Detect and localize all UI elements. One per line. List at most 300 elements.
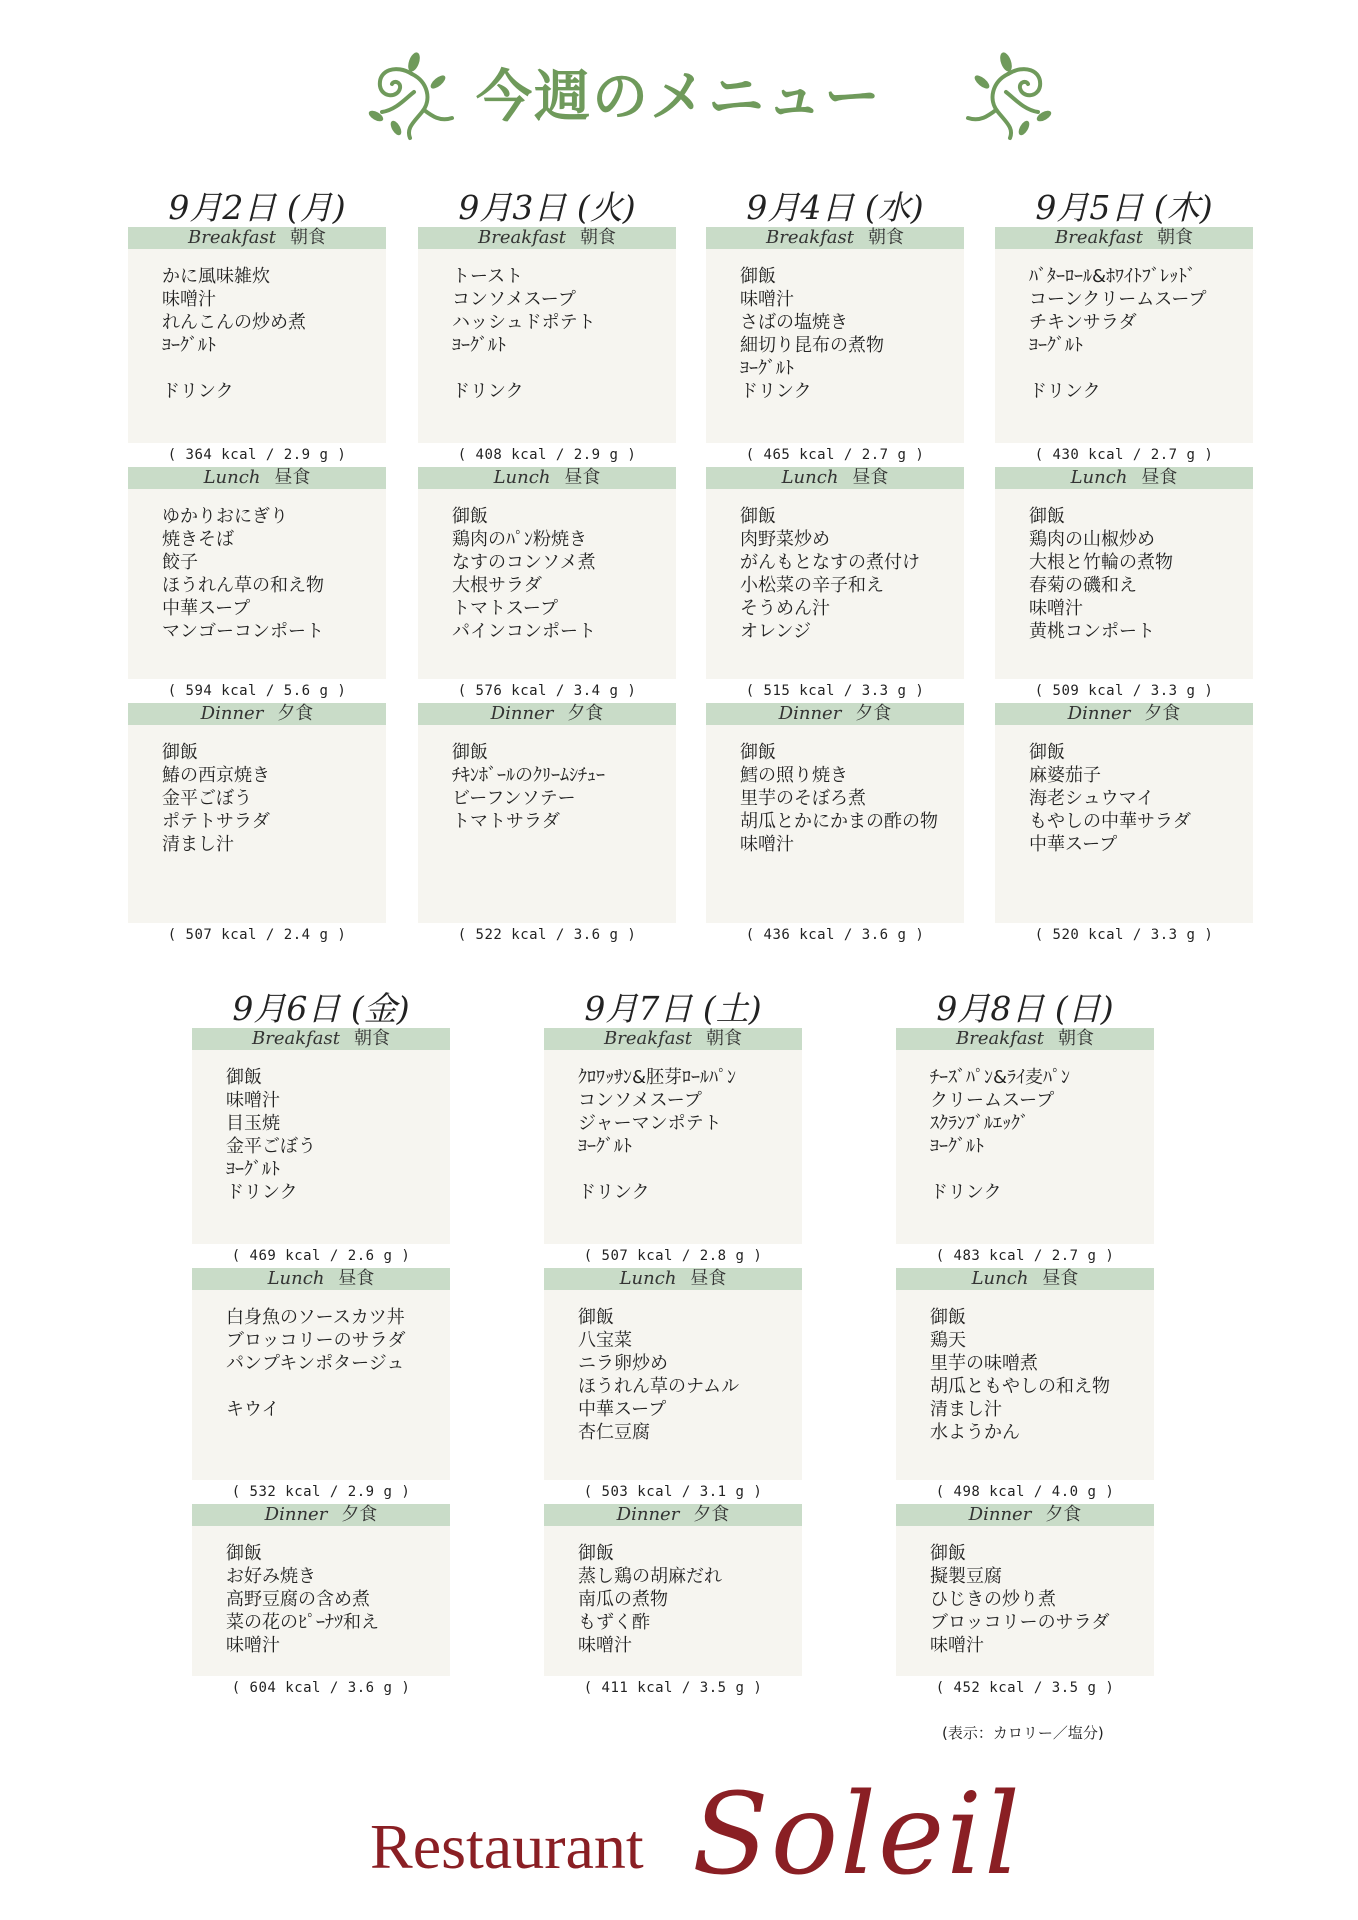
day-column [192, 986, 450, 1700]
salt-value: 2.7 [1150, 447, 1178, 463]
kcal-value: 509 [1052, 683, 1080, 699]
menu-item-list [578, 1066, 802, 1204]
menu-item: ﾁｰｽﾞﾊﾟﾝ&ﾗｲ麦ﾊﾟﾝ [930, 1067, 1071, 1088]
menu-item-list [1029, 505, 1253, 643]
menu-item: 餃子 [162, 552, 198, 573]
menu-item: 味噌汁 [578, 1635, 632, 1656]
vine-flourish-icon [366, 52, 458, 142]
nutrition-info: ( 509 kcal / 3.3 g ) [995, 679, 1253, 703]
menu-item-list [740, 741, 964, 856]
meal-name-en: Breakfast [1055, 227, 1143, 248]
menu-item: 御飯 [1029, 742, 1065, 763]
menu-item: ドリンク [162, 381, 234, 402]
menu-item: コーンクリームスープ [1029, 289, 1207, 310]
meal-section-dinner [995, 703, 1253, 947]
menu-item: ドリンク [740, 381, 812, 402]
kcal-value: 604 [249, 1680, 277, 1696]
meal-items-panel [706, 249, 964, 443]
meal-header [544, 1268, 802, 1290]
menu-item: 味噌汁 [162, 289, 216, 310]
salt-value: 3.5 [699, 1680, 727, 1696]
kcal-value: 522 [475, 927, 503, 943]
meal-section-breakfast [706, 227, 964, 467]
menu-item: 御飯 [452, 506, 488, 527]
menu-item: ジャーマンポテト [578, 1113, 722, 1134]
meal-header [128, 467, 386, 489]
meal-section-breakfast [995, 227, 1253, 467]
menu-item: 鱈の照り焼き [740, 765, 848, 786]
meal-name-jp: 夕食 [1144, 703, 1181, 724]
meal-name-jp: 昼食 [564, 467, 601, 488]
meal-items-panel [544, 1050, 802, 1244]
meal-section-lunch [418, 467, 676, 703]
menu-item: ﾊﾞﾀｰﾛｰﾙ&ﾎﾜｲﾄﾌﾞﾚｯﾄﾞ [1029, 266, 1197, 287]
nutrition-info: ( 520 kcal / 3.3 g ) [995, 923, 1253, 947]
kcal-value: 411 [601, 1680, 629, 1696]
menu-item: 金平ごぼう [226, 1136, 316, 1157]
meal-name-jp: 夕食 [277, 703, 314, 724]
menu-item: ﾖｰｸﾞﾙﾄ [452, 335, 506, 356]
menu-item-list [740, 265, 964, 403]
kcal-value: 452 [953, 1680, 981, 1696]
meal-name-en: Breakfast [766, 227, 854, 248]
menu-item: そうめん汁 [740, 598, 830, 619]
meal-name-en: Breakfast [188, 227, 276, 248]
menu-item: キウイ [226, 1399, 280, 1420]
menu-item-list [162, 265, 386, 403]
menu-item: ﾁｷﾝﾎﾞｰﾙのｸﾘｰﾑｼﾁｭｰ [452, 765, 605, 786]
menu-item-list [740, 505, 964, 643]
meal-items-panel [896, 1526, 1154, 1676]
nutrition-info: ( 465 kcal / 2.7 g ) [706, 443, 964, 467]
meal-section-lunch [896, 1268, 1154, 1504]
meal-name-en: Lunch [203, 467, 261, 488]
day-column [544, 986, 802, 1700]
nutrition-info: ( 604 kcal / 3.6 g ) [192, 1676, 450, 1700]
meal-name-jp: 夕食 [693, 1504, 730, 1525]
menu-item: 蒸し鶏の胡麻だれ [578, 1566, 722, 1587]
meal-header [192, 1028, 450, 1050]
menu-item: 御飯 [1029, 506, 1065, 527]
meal-name-en: Dinner [778, 703, 842, 724]
meal-name-jp: 朝食 [706, 1028, 742, 1049]
menu-item: 御飯 [740, 742, 776, 763]
menu-item: 清まし汁 [930, 1399, 1002, 1420]
meal-section-breakfast [192, 1028, 450, 1268]
salt-value: 3.4 [573, 683, 601, 699]
menu-item [930, 1158, 1154, 1181]
meal-section-lunch [995, 467, 1253, 703]
menu-item: れんこんの炒め煮 [162, 312, 306, 333]
meal-header [418, 703, 676, 725]
menu-item-list [578, 1306, 802, 1444]
meal-name-en: Dinner [616, 1504, 680, 1525]
salt-value: 2.9 [573, 447, 601, 463]
meal-name-jp: 昼食 [1141, 467, 1178, 488]
meal-items-panel [128, 489, 386, 679]
meal-items-panel [192, 1290, 450, 1480]
nutrition-info: ( 507 kcal / 2.4 g ) [128, 923, 386, 947]
meal-section-dinner [544, 1504, 802, 1700]
day-date: 9月8日 (日) [936, 989, 1114, 1028]
nutrition-info: ( 411 kcal / 3.5 g ) [544, 1676, 802, 1700]
meal-section-dinner [896, 1504, 1154, 1700]
menu-item: ドリンク [226, 1182, 298, 1203]
menu-item: トマトスープ [452, 598, 559, 619]
meal-items-panel [128, 249, 386, 443]
menu-item-list [930, 1306, 1154, 1444]
menu-item: 味噌汁 [226, 1090, 280, 1111]
meal-items-panel [706, 725, 964, 923]
meal-name-jp: 夕食 [855, 703, 892, 724]
menu-item-list [1029, 265, 1253, 403]
menu-item: 中華スープ [1029, 834, 1118, 855]
menu-item: チキンサラダ [1029, 312, 1137, 333]
meal-name-jp: 昼食 [1042, 1268, 1079, 1289]
menu-item: 味噌汁 [740, 834, 794, 855]
menu-item: ドリンク [452, 381, 524, 402]
meal-name-en: Lunch [971, 1268, 1029, 1289]
kcal-value: 364 [185, 447, 213, 463]
meal-items-panel [995, 489, 1253, 679]
day-date: 9月7日 (土) [584, 989, 762, 1028]
menu-item: 水ようかん [930, 1422, 1020, 1443]
meal-name-jp: 昼食 [274, 467, 311, 488]
meal-name-jp: 昼食 [690, 1268, 727, 1289]
menu-item: ビーフンソテー [452, 788, 576, 809]
meal-items-panel [995, 249, 1253, 443]
meal-header [192, 1268, 450, 1290]
meal-section-dinner [128, 703, 386, 947]
meal-name-en: Dinner [490, 703, 554, 724]
meal-header [706, 467, 964, 489]
menu-item: 里芋のそぼろ煮 [740, 788, 866, 809]
menu-item: ブロッコリーのサラダ [226, 1330, 406, 1351]
meal-items-panel [995, 725, 1253, 923]
menu-item-list [1029, 741, 1253, 856]
meal-name-en: Breakfast [252, 1028, 340, 1049]
menu-item: ゆかりおにぎり [162, 506, 288, 527]
menu-item-list [226, 1306, 450, 1421]
salt-value: 3.3 [861, 683, 889, 699]
day-date: 9月5日 (木) [1035, 188, 1213, 227]
nutrition-info: ( 364 kcal / 2.9 g ) [128, 443, 386, 467]
kcal-value: 430 [1052, 447, 1080, 463]
meal-name-en: Lunch [619, 1268, 677, 1289]
meal-name-jp: 朝食 [1058, 1028, 1094, 1049]
salt-value: 3.6 [573, 927, 601, 943]
meal-items-panel [544, 1290, 802, 1480]
salt-value: 2.9 [347, 1484, 375, 1500]
menu-item: 御飯 [578, 1543, 614, 1564]
menu-item: 擬製豆腐 [930, 1566, 1002, 1587]
day-date: 9月4日 (水) [746, 188, 924, 227]
menu-item: 白身魚のソースカツ丼 [226, 1307, 405, 1328]
meal-name-en: Breakfast [956, 1028, 1044, 1049]
meal-header [896, 1028, 1154, 1050]
meal-name-jp: 朝食 [354, 1028, 390, 1049]
salt-value: 3.1 [699, 1484, 727, 1500]
meal-name-en: Dinner [1067, 703, 1131, 724]
meal-section-breakfast [896, 1028, 1154, 1268]
brand-soleil-text: Soleil [692, 1770, 1022, 1900]
menu-item: 麻婆茄子 [1029, 765, 1101, 786]
menu-item: 南瓜の煮物 [578, 1589, 668, 1610]
menu-item: 胡瓜ともやしの和え物 [930, 1376, 1110, 1397]
meal-section-breakfast [128, 227, 386, 467]
menu-item: ニラ卵炒め [578, 1353, 668, 1374]
meal-name-jp: 夕食 [1045, 1504, 1082, 1525]
menu-item: ポテトサラダ [162, 811, 270, 832]
salt-value: 2.8 [699, 1248, 727, 1264]
kcal-value: 515 [763, 683, 791, 699]
nutrition-info: ( 430 kcal / 2.7 g ) [995, 443, 1253, 467]
meal-header [418, 467, 676, 489]
menu-item: 鶏天 [930, 1330, 966, 1351]
menu-item: 黄桃コンポート [1029, 621, 1155, 642]
meal-header [995, 467, 1253, 489]
day-date: 9月6日 (金) [232, 989, 410, 1028]
menu-item-list [930, 1542, 1154, 1657]
menu-item: 八宝菜 [578, 1330, 632, 1351]
menu-item: オレンジ [740, 621, 812, 642]
menu-item: ドリンク [1029, 381, 1101, 402]
meal-name-jp: 夕食 [341, 1504, 378, 1525]
menu-item: もずく酢 [578, 1612, 650, 1633]
menu-item: 目玉焼 [226, 1113, 280, 1134]
menu-item: 御飯 [740, 506, 776, 527]
nutrition-info: ( 483 kcal / 2.7 g ) [896, 1244, 1154, 1268]
menu-item: パンプキンポタージュ [226, 1353, 405, 1374]
meal-items-panel [192, 1050, 450, 1244]
menu-item: 鶏肉の山椒炒め [1029, 529, 1155, 550]
nutrition-info: ( 503 kcal / 3.1 g ) [544, 1480, 802, 1504]
kcal-value: 408 [475, 447, 503, 463]
menu-item: 御飯 [740, 266, 776, 287]
menu-item: 小松菜の辛子和え [740, 575, 884, 596]
kcal-value: 465 [763, 447, 791, 463]
menu-item: 大根サラダ [452, 575, 542, 596]
menu-item: ﾖｰｸﾞﾙﾄ [740, 358, 794, 379]
menu-item: クリームスープ [930, 1090, 1055, 1111]
menu-item: トマトサラダ [452, 811, 560, 832]
meal-header [896, 1504, 1154, 1526]
menu-item: 味噌汁 [1029, 598, 1083, 619]
menu-item: お好み焼き [226, 1566, 316, 1587]
menu-item: 鶏肉のﾊﾟﾝ粉焼き [452, 529, 587, 550]
meal-header [896, 1268, 1154, 1290]
menu-item: 御飯 [226, 1543, 262, 1564]
menu-item [578, 1158, 802, 1181]
menu-item: なすのコンソメ煮 [452, 552, 596, 573]
salt-value: 2.9 [283, 447, 311, 463]
menu-item: 海老シュウマイ [1029, 788, 1155, 809]
nutrition-info: ( 452 kcal / 3.5 g ) [896, 1676, 1154, 1700]
day-column [896, 986, 1154, 1700]
meal-name-en: Dinner [264, 1504, 328, 1525]
meal-section-lunch [544, 1268, 802, 1504]
meal-name-en: Dinner [968, 1504, 1032, 1525]
meal-name-jp: 夕食 [567, 703, 604, 724]
menu-item: 肉野菜炒め [740, 529, 830, 550]
menu-item: もやしの中華サラダ [1029, 811, 1191, 832]
meal-items-panel [544, 1526, 802, 1676]
meal-header [544, 1028, 802, 1050]
salt-value: 3.3 [1150, 927, 1178, 943]
menu-item: がんもとなすの煮付け [740, 552, 920, 573]
salt-value: 2.6 [347, 1248, 375, 1264]
meal-items-panel [896, 1050, 1154, 1244]
meal-name-jp: 朝食 [290, 227, 326, 248]
meal-items-panel [418, 249, 676, 443]
meal-section-breakfast [418, 227, 676, 467]
menu-item: マンゴーコンポート [162, 621, 324, 642]
meal-name-en: Lunch [267, 1268, 325, 1289]
menu-item: 金平ごぼう [162, 788, 252, 809]
page-title: 今週のメニュー [476, 64, 882, 130]
meal-header [418, 227, 676, 249]
meal-name-jp: 朝食 [1157, 227, 1193, 248]
menu-item: ｽｸﾗﾝﾌﾞﾙｴｯｸﾞ [930, 1113, 1029, 1134]
nutrition-info: ( 532 kcal / 2.9 g ) [192, 1480, 450, 1504]
menu-item: 御飯 [930, 1543, 966, 1564]
nutrition-info: ( 498 kcal / 4.0 g ) [896, 1480, 1154, 1504]
meal-header [128, 703, 386, 725]
meal-header [544, 1504, 802, 1526]
kcal-value: 436 [763, 927, 791, 943]
salt-value: 2.7 [861, 447, 889, 463]
nutrition-info: ( 515 kcal / 3.3 g ) [706, 679, 964, 703]
meal-items-panel [706, 489, 964, 679]
menu-item: ほうれん草のナムル [578, 1376, 740, 1397]
kcal-value: 469 [249, 1248, 277, 1264]
nutrition-info: ( 469 kcal / 2.6 g ) [192, 1244, 450, 1268]
legend-note: (表示：カロリー／塩分) [942, 1724, 1104, 1742]
menu-item-list [578, 1542, 802, 1657]
menu-item: 高野豆腐の含め煮 [226, 1589, 370, 1610]
salt-value: 3.5 [1051, 1680, 1079, 1696]
nutrition-info: ( 594 kcal / 5.6 g ) [128, 679, 386, 703]
kcal-value: 503 [601, 1484, 629, 1500]
salt-value: 2.7 [1051, 1248, 1079, 1264]
day-column [128, 185, 386, 947]
page-header [0, 52, 1358, 142]
day-column [706, 185, 964, 947]
menu-item: コンソメスープ [578, 1090, 702, 1111]
meal-name-jp: 昼食 [852, 467, 889, 488]
meal-section-lunch [192, 1268, 450, 1504]
menu-item: ブロッコリーのサラダ [930, 1612, 1110, 1633]
menu-item-list [452, 741, 676, 833]
salt-value: 3.6 [347, 1680, 375, 1696]
meal-name-jp: 朝食 [580, 227, 616, 248]
menu-item: ﾖｰｸﾞﾙﾄ [1029, 335, 1083, 356]
menu-item: ｸﾛﾜｯｻﾝ&胚芽ﾛｰﾙﾊﾟﾝ [578, 1067, 737, 1088]
menu-item: 焼きそば [162, 529, 234, 550]
menu-item: 杏仁豆腐 [578, 1422, 650, 1443]
menu-item: ﾖｰｸﾞﾙﾄ [930, 1136, 984, 1157]
meal-section-dinner [418, 703, 676, 947]
menu-item-list [452, 505, 676, 643]
vine-flourish-icon [962, 52, 1054, 142]
menu-item: 清まし汁 [162, 834, 234, 855]
menu-item: 味噌汁 [226, 1635, 280, 1656]
menu-item: 御飯 [226, 1067, 262, 1088]
salt-value: 2.4 [283, 927, 311, 943]
menu-item: 御飯 [162, 742, 198, 763]
salt-value: 4.0 [1051, 1484, 1079, 1500]
meal-items-panel [896, 1290, 1154, 1480]
salt-value: 3.3 [1150, 683, 1178, 699]
menu-item: 御飯 [578, 1307, 614, 1328]
nutrition-info: ( 576 kcal / 3.4 g ) [418, 679, 676, 703]
nutrition-info: ( 436 kcal / 3.6 g ) [706, 923, 964, 947]
menu-item: 御飯 [452, 742, 488, 763]
meal-header [128, 227, 386, 249]
menu-item: ほうれん草の和え物 [162, 575, 324, 596]
menu-item: 御飯 [930, 1307, 966, 1328]
kcal-value: 507 [185, 927, 213, 943]
kcal-value: 594 [185, 683, 213, 699]
menu-item-list [930, 1066, 1154, 1204]
menu-item: 菜の花のﾋﾟｰﾅﾂ和え [226, 1612, 379, 1633]
menu-item: パインコンポート [452, 621, 596, 642]
menu-item-list [162, 505, 386, 643]
meal-name-en: Lunch [781, 467, 839, 488]
meal-name-jp: 昼食 [338, 1268, 375, 1289]
day-date: 9月3日 (火) [458, 188, 636, 227]
menu-item-list [226, 1066, 450, 1204]
meal-items-panel [128, 725, 386, 923]
day-column [418, 185, 676, 947]
meal-section-lunch [706, 467, 964, 703]
menu-item [162, 357, 386, 380]
menu-item: ハッシュドポテト [452, 312, 596, 333]
menu-item: 味噌汁 [740, 289, 794, 310]
menu-item: 味噌汁 [930, 1635, 984, 1656]
meal-section-dinner [706, 703, 964, 947]
meal-header [995, 227, 1253, 249]
kcal-value: 520 [1052, 927, 1080, 943]
kcal-value: 532 [249, 1484, 277, 1500]
kcal-value: 498 [953, 1484, 981, 1500]
meal-section-dinner [192, 1504, 450, 1700]
menu-item [452, 357, 676, 380]
meal-section-lunch [128, 467, 386, 703]
meal-name-en: Lunch [493, 467, 551, 488]
meal-items-panel [192, 1526, 450, 1676]
meal-name-en: Dinner [200, 703, 264, 724]
menu-item: 中華スープ [162, 598, 251, 619]
nutrition-info: ( 408 kcal / 2.9 g ) [418, 443, 676, 467]
menu-item: ﾖｰｸﾞﾙﾄ [162, 335, 216, 356]
menu-item: ドリンク [930, 1182, 1002, 1203]
menu-item-list [226, 1542, 450, 1657]
menu-item: コンソメスープ [452, 289, 576, 310]
salt-value: 3.6 [861, 927, 889, 943]
meal-name-jp: 朝食 [868, 227, 904, 248]
meal-header [995, 703, 1253, 725]
menu-item [1029, 357, 1253, 380]
menu-item-list [162, 741, 386, 856]
meal-header [192, 1504, 450, 1526]
kcal-value: 576 [475, 683, 503, 699]
menu-item: トースト [452, 266, 524, 287]
menu-item: 春菊の磯和え [1029, 575, 1137, 596]
kcal-value: 483 [953, 1248, 981, 1264]
meal-header [706, 703, 964, 725]
day-column [995, 185, 1253, 947]
